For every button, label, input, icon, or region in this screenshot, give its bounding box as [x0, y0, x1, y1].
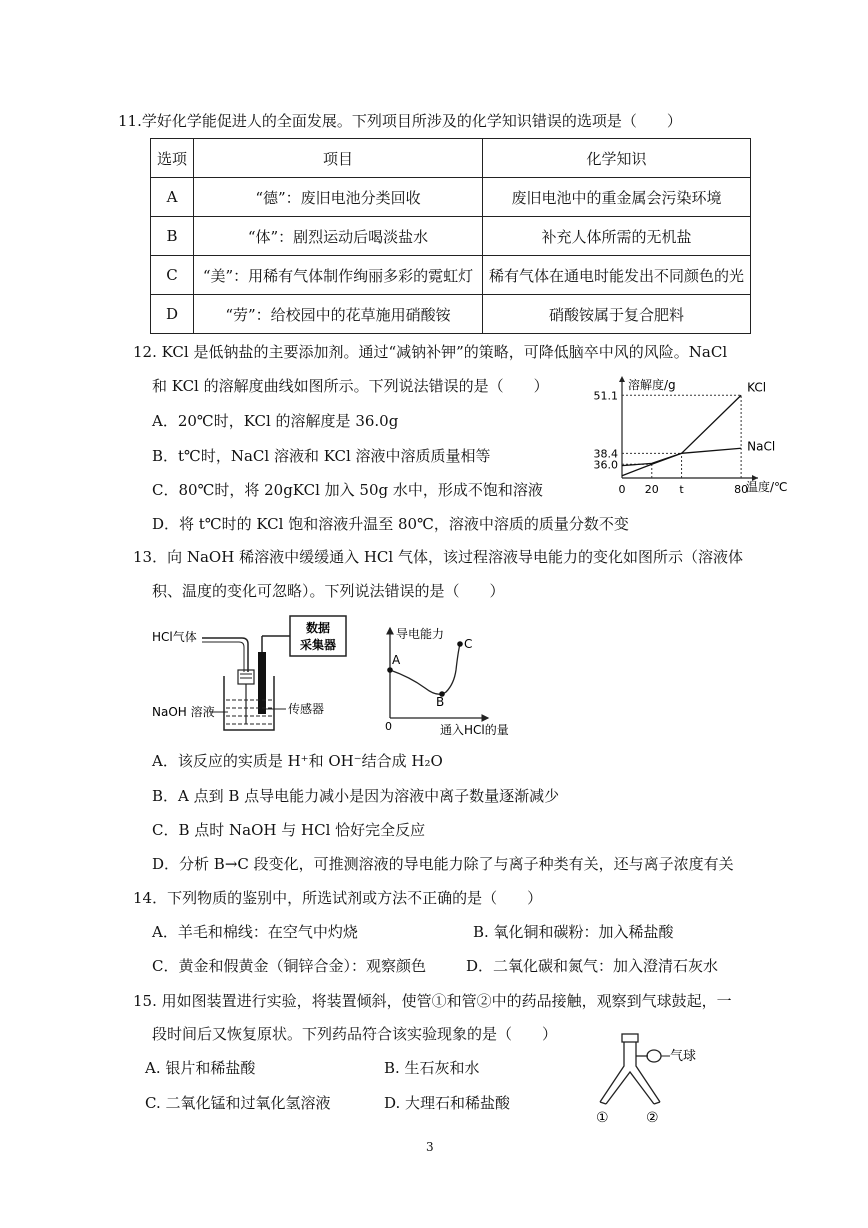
chart-y-tick-label: 51.1 — [593, 389, 618, 403]
q14-option-c: C．黄金和假黄金（铜锌合金）：观察颜色 — [152, 957, 426, 975]
tube-end — [600, 1102, 606, 1104]
q12-stem-line2: 和 KCl 的溶解度曲线如图所示。下列说法错误的是（ ） — [152, 377, 549, 395]
q12-option-a: A．20℃时，KCl 的溶解度是 36.0g — [152, 412, 399, 430]
collector-label-line2: 采集器 — [299, 638, 337, 652]
table-header-row — [151, 139, 751, 178]
chart-x-tick-label: 80 — [734, 483, 749, 496]
balloon-label: 气球 — [670, 1049, 697, 1064]
q12-option-d: D．将 t℃时的 KCl 饱和溶液升温至 80℃，溶液中溶质的质量分数不变 — [152, 515, 629, 533]
table-row — [151, 295, 751, 334]
sensor-probe — [258, 652, 266, 714]
chart-series-label: NaCl — [747, 439, 776, 454]
table-cell: “美”：用稀有气体制作绚丽多彩的霓虹灯 — [194, 256, 483, 295]
table-cell: 废旧电池中的重金属会污染环境 — [483, 178, 751, 217]
graph-xlabel: 通入HCl的量 — [440, 723, 509, 737]
q13-stem-line2: 积、温度的变化可忽略）。下列说法错误的是（ ） — [152, 582, 505, 600]
stopper — [238, 670, 254, 684]
point-c-label: C — [464, 637, 473, 651]
graph-origin: 0 — [385, 720, 392, 733]
table-cell: “劳”：给校园中的花草施用硝酸铵 — [194, 295, 483, 334]
q15-option-c: C. 二氧化锰和过氧化氢溶液 — [145, 1094, 331, 1112]
table-cell: A — [151, 178, 194, 217]
q15-stem-line1: 15. 用如图装置进行实验，将装置倾斜，使管①和管②中的药品接触，观察到气球鼓起，一 — [133, 992, 732, 1010]
q12-option-c: C．80℃时，将 20gKCl 加入 50g 水中，形成不饱和溶液 — [152, 481, 543, 499]
q12-stem-line1: 12. KCl 是低钠盐的主要添加剂。通过“减钠补钾”的策略，可降低脑卒中风的风险。NaCl — [133, 343, 728, 361]
q14-option-d: D．二氧化碳和氮气：加入澄清石灰水 — [466, 957, 719, 975]
hcl-gas-label: HCl气体 — [152, 630, 197, 644]
q15-option-d: D. 大理石和稀盐酸 — [384, 1094, 511, 1112]
table-cell: “德”：废旧电池分类回收 — [194, 178, 483, 217]
sensor-label: 传感器 — [288, 702, 325, 716]
conductivity-curve — [390, 644, 460, 694]
q14-option-a: A．羊毛和棉线：在空气中灼烧 — [152, 923, 358, 941]
q13-stem-line1: 13．向 NaOH 稀溶液中缓缓通入 HCl 气体，该过程溶液导电能力的变化如图所示（溶液体 — [133, 548, 743, 566]
chart-y-arrow — [619, 376, 625, 382]
q15-option-b: B. 生石灰和水 — [384, 1059, 480, 1077]
conductivity-graph — [380, 622, 520, 740]
table-row — [151, 217, 751, 256]
table-cell: 补充人体所需的无机盐 — [483, 217, 751, 256]
table-cell: C — [151, 256, 194, 295]
point-a-marker — [387, 667, 393, 673]
tube-2-label: ② — [646, 1110, 659, 1126]
gas-inlet-tube — [202, 638, 248, 672]
chart-x-tick-label: 20 — [644, 483, 659, 496]
chart-y-tick-label: 38.4 — [593, 447, 618, 461]
chart-series-label: KCl — [747, 380, 767, 395]
tube-stopper — [622, 1034, 638, 1042]
conductivity-apparatus — [150, 612, 350, 737]
q13-option-c: C．B 点时 NaOH 与 HCl 恰好完全反应 — [152, 821, 426, 839]
chart-x-tick-label: 0 — [618, 483, 626, 496]
solubility-chart — [590, 372, 800, 510]
table-cell: 硝酸铵属于复合肥料 — [483, 295, 751, 334]
tube-1-label: ① — [596, 1110, 609, 1126]
graph-ylabel: 导电能力 — [396, 627, 445, 641]
point-b-label: B — [436, 695, 445, 709]
table-row — [151, 178, 751, 217]
naoh-solution-label: NaOH 溶液 — [152, 705, 215, 719]
chart-xlabel: 温度/℃ — [746, 480, 788, 494]
y-tube-inner — [606, 1072, 654, 1104]
table-header: 项目 — [194, 139, 483, 178]
q14-stem: 14．下列物质的鉴别中，所选试剂或方法不正确的是（ ） — [133, 889, 543, 907]
q11-table — [150, 138, 751, 334]
chart-ylabel: 溶解度/g — [628, 378, 676, 392]
gas-tube-inner — [202, 642, 244, 672]
table-header: 选项 — [151, 139, 194, 178]
point-c-marker — [457, 641, 463, 647]
table-row — [151, 256, 751, 295]
page-number: 3 — [426, 1140, 434, 1154]
table-cell: “体”：剧烈运动后喝淡盐水 — [194, 217, 483, 256]
point-a-label: A — [392, 653, 401, 667]
q12-option-b: B．t℃时，NaCl 溶液和 KCl 溶液中溶质质量相等 — [152, 447, 491, 465]
table-cell: D — [151, 295, 194, 334]
table-cell: 稀有气体在通电时能发出不同颜色的光 — [483, 256, 751, 295]
chart-y-tick-label: 36.0 — [593, 458, 618, 472]
collector-label-line1: 数据 — [305, 621, 331, 635]
balloon — [647, 1050, 661, 1062]
q13-option-a: A．该反应的实质是 H⁺和 OH⁻结合成 H₂O — [152, 752, 443, 770]
q13-option-b: B．A 点到 B 点导电能力减小是因为溶液中离子数量逐渐减少 — [152, 787, 560, 805]
table-header: 化学知识 — [483, 139, 751, 178]
q15-stem-line2: 段时间后又恢复原状。下列药品符合该实验现象的是（ ） — [152, 1025, 558, 1043]
y-tube-apparatus — [590, 1032, 710, 1132]
tube-end — [654, 1102, 660, 1104]
chart-x-tick-label: t — [679, 483, 684, 496]
q11-stem: 11.学好化学能促进人的全面发展。下列项目所涉及的化学知识错误的选项是（ ） — [118, 112, 682, 130]
q13-option-d: D．分析 B→C 段变化，可推测溶液的导电能力除了与离子种类有关，还与离子浓度有关 — [152, 855, 734, 873]
table-cell: B — [151, 217, 194, 256]
q15-option-a: A. 银片和稀盐酸 — [145, 1059, 256, 1077]
q14-option-b: B. 氧化铜和碳粉：加入稀盐酸 — [473, 923, 674, 941]
